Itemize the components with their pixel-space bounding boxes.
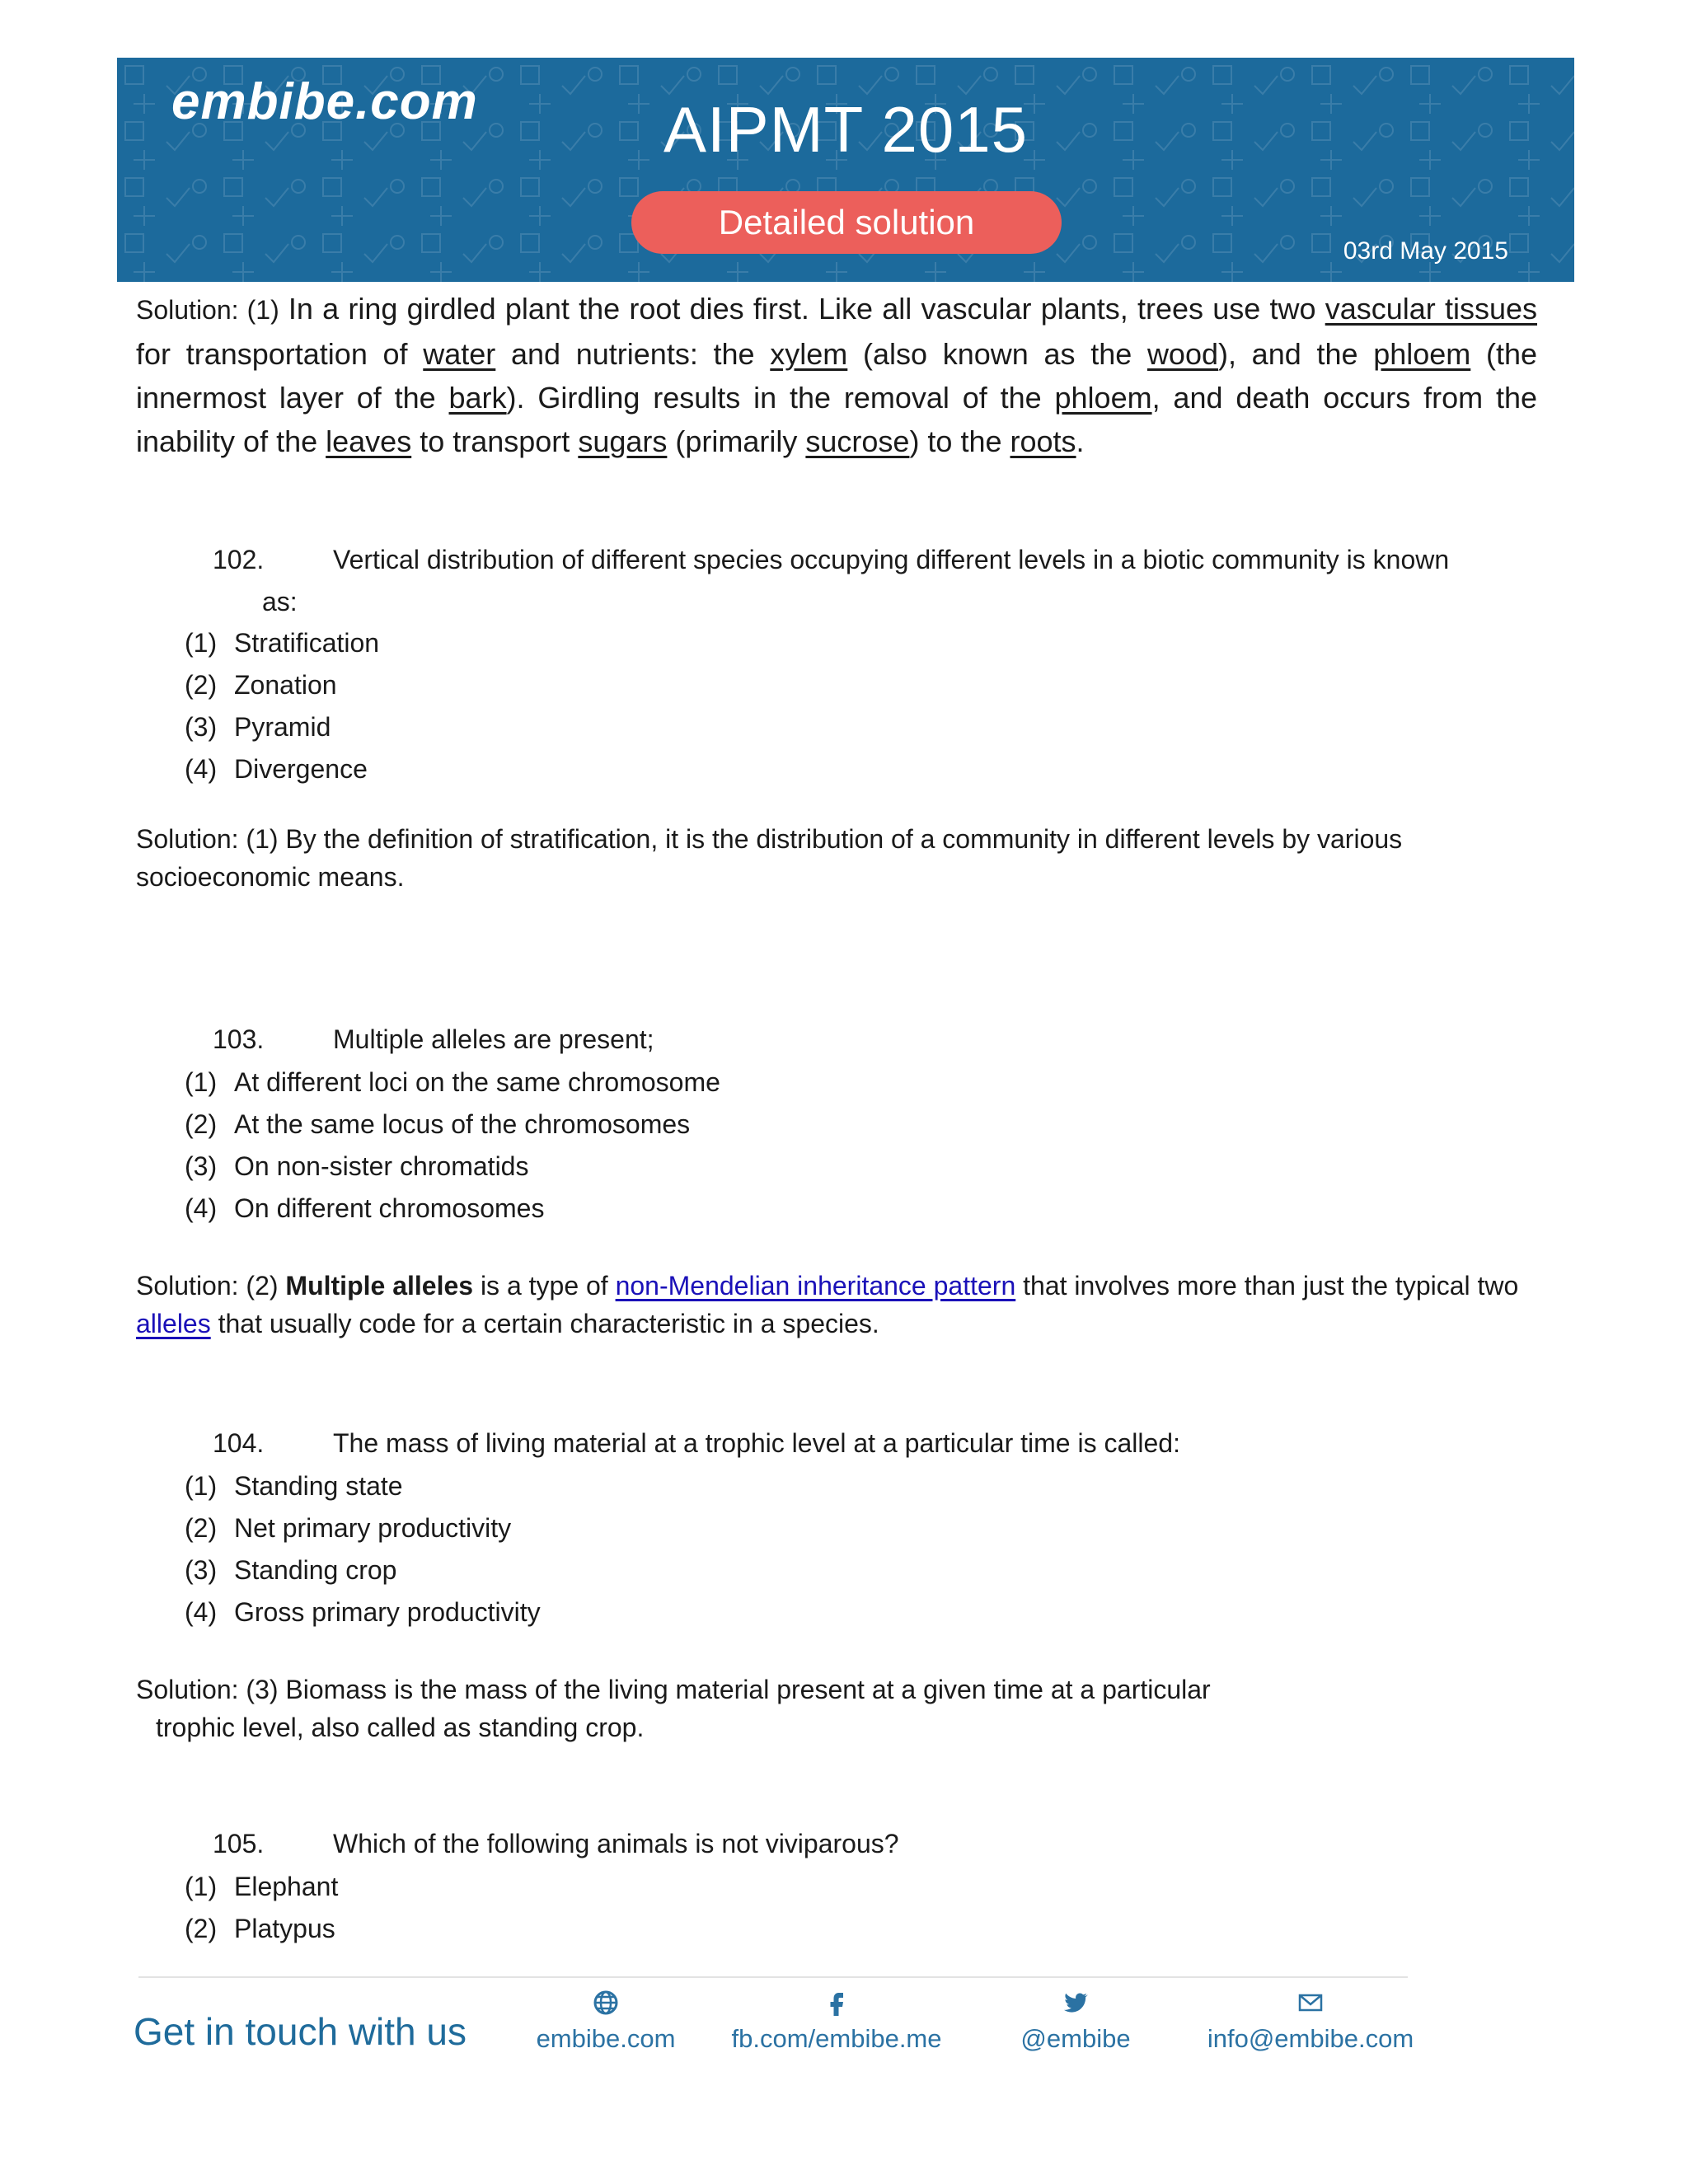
solution-text: , and death occurs from the inability of the [136, 381, 1537, 458]
option-number: (4) [185, 1193, 218, 1223]
solution-text: ). Girdling results in the removal of the [506, 381, 1055, 415]
option-number: (1) [185, 1471, 218, 1501]
footer-divider [138, 1976, 1408, 1978]
non-mendelian-link[interactable]: non-Mendelian inheritance pattern [615, 1271, 1016, 1301]
question-number: 104. [213, 1428, 265, 1458]
contact-label: @embibe [1020, 2024, 1131, 2053]
option [185, 1062, 720, 1104]
option-text: Zonation [234, 670, 337, 700]
option-text: Standing crop [234, 1555, 397, 1585]
underlined-term: sucrose [805, 424, 910, 458]
contact-email[interactable] [1187, 1986, 1434, 2054]
solution-text: (also known as the [847, 337, 1147, 371]
option-text: Platypus [234, 1914, 335, 1943]
option-text: Pyramid [234, 712, 331, 742]
option-number: (2) [185, 1109, 218, 1139]
solution-text: socioeconomic means. [136, 862, 405, 892]
question-number: 105. [213, 1829, 265, 1858]
option-number: (4) [185, 1597, 218, 1627]
contact-label: info@embibe.com [1207, 2024, 1414, 2053]
solution-text: . [1076, 424, 1085, 458]
option [185, 706, 379, 748]
underlined-term: vascular tissues [1325, 292, 1537, 326]
option-text: Net primary productivity [234, 1513, 512, 1543]
header-banner [117, 58, 1574, 282]
contact-website[interactable] [519, 1986, 692, 2054]
footer-title: Get in touch with us [134, 2010, 467, 2053]
question-text: Vertical distribution of different species occupying different levels in a biotic community is known [333, 545, 1450, 574]
solution-text: and nutrients: the [495, 337, 771, 371]
exam-title: AIPMT 2015 [663, 93, 1029, 166]
option-number: (1) [185, 1872, 218, 1901]
option-text: On different chromosomes [234, 1193, 545, 1223]
underlined-term: xylem [770, 337, 848, 371]
solution-text: trophic level, also called as standing crop. [156, 1713, 645, 1742]
option [185, 1908, 338, 1950]
contact-twitter[interactable] [997, 1986, 1154, 2054]
question-text: The mass of living material at a trophic level at a particular time is called: [333, 1428, 1180, 1458]
underlined-term: wood [1146, 337, 1218, 371]
solution-text: to transport [411, 424, 579, 458]
question-105 [213, 1823, 899, 1864]
underlined-term: sugars [578, 424, 668, 458]
option-number: (1) [185, 1067, 218, 1097]
option [185, 1465, 541, 1507]
solution-text: for transportation of [136, 337, 424, 371]
option-number: (3) [185, 1555, 218, 1585]
option-number: (3) [185, 1151, 218, 1181]
question-number: 102. [213, 545, 265, 574]
options-102 [185, 622, 379, 790]
options-104 [185, 1465, 541, 1633]
option-number: (2) [185, 670, 218, 700]
option-text: On non-sister chromatids [234, 1151, 529, 1181]
solution-text: ), and the [1218, 337, 1374, 371]
option [185, 748, 379, 790]
question-103 [213, 1019, 654, 1060]
mail-icon [1187, 1986, 1434, 2019]
solution-103 [136, 1267, 1537, 1343]
exam-date: 03rd May 2015 [1343, 237, 1508, 265]
option [185, 1591, 541, 1633]
solution-text: In a ring girdled plant the root dies first. Like all vascular plants, trees use two [279, 292, 1325, 326]
underlined-term: water [423, 337, 496, 371]
option [185, 1104, 720, 1146]
option [185, 1507, 541, 1549]
option [185, 1146, 720, 1188]
question-text: Multiple alleles are present; [333, 1024, 654, 1054]
option-text: Gross primary productivity [234, 1597, 541, 1627]
option-text: Divergence [234, 754, 368, 784]
solution-text: Solution: (1) By the definition of stratification, it is the distribution of a community in different levels by various [136, 824, 1403, 854]
option-text: At the same locus of the chromosomes [234, 1109, 691, 1139]
option-text: Elephant [234, 1872, 339, 1901]
option-number: (2) [185, 1513, 218, 1543]
brand-logo: embibe.com [171, 73, 478, 130]
underlined-term: leaves [326, 424, 412, 458]
solution-text: (primarily [667, 424, 806, 458]
solution-text: (the innermost layer of the [136, 337, 1538, 415]
option [185, 664, 379, 706]
solution-text: that usually code for a certain characteristic in a species. [210, 1309, 879, 1338]
option-number: (3) [185, 712, 218, 742]
solution-101 [136, 287, 1537, 463]
option-number: (1) [185, 628, 218, 658]
option [185, 1549, 541, 1591]
options-103 [185, 1062, 720, 1230]
option [185, 622, 379, 664]
option [185, 1866, 338, 1908]
underlined-term: phloem [1054, 381, 1152, 415]
contact-label: fb.com/embibe.me [731, 2024, 942, 2053]
solution-102 [136, 820, 1537, 896]
detailed-solution-badge: Detailed solution [631, 191, 1062, 254]
alleles-link[interactable]: alleles [136, 1309, 211, 1338]
contact-facebook[interactable] [721, 1986, 952, 2054]
solution-text: is a type of [473, 1271, 616, 1301]
option-number: (4) [185, 754, 218, 784]
underlined-term: roots [1010, 424, 1076, 458]
option [185, 1188, 720, 1230]
bold-term: Multiple alleles [285, 1271, 474, 1301]
facebook-icon [721, 1986, 952, 2019]
solution-text: that involves more than just the typical two [1015, 1271, 1519, 1301]
option-text: At different loci on the same chromosome [234, 1067, 720, 1097]
option-text: Stratification [234, 628, 380, 658]
question-102 [213, 539, 1449, 580]
solution-label: Solution: (1) [136, 295, 279, 325]
question-104 [213, 1422, 1180, 1464]
solution-text: ) to the [909, 424, 1010, 458]
option-number: (2) [185, 1914, 218, 1943]
question-number: 103. [213, 1024, 265, 1054]
twitter-icon [997, 1986, 1154, 2019]
solution-text: Solution: (2) [136, 1271, 286, 1301]
contact-label: embibe.com [536, 2024, 676, 2053]
question-text-continued: as: [262, 587, 298, 616]
options-105 [185, 1866, 338, 1950]
globe-icon [519, 1986, 692, 2019]
solution-104 [136, 1671, 1537, 1746]
option-text: Standing state [234, 1471, 403, 1501]
solution-text: Solution: (3) Biomass is the mass of the living material present at a given time at a particular [136, 1675, 1211, 1704]
underlined-term: phloem [1373, 337, 1471, 371]
underlined-term: bark [448, 381, 507, 415]
question-text: Which of the following animals is not viviparous? [333, 1829, 899, 1858]
